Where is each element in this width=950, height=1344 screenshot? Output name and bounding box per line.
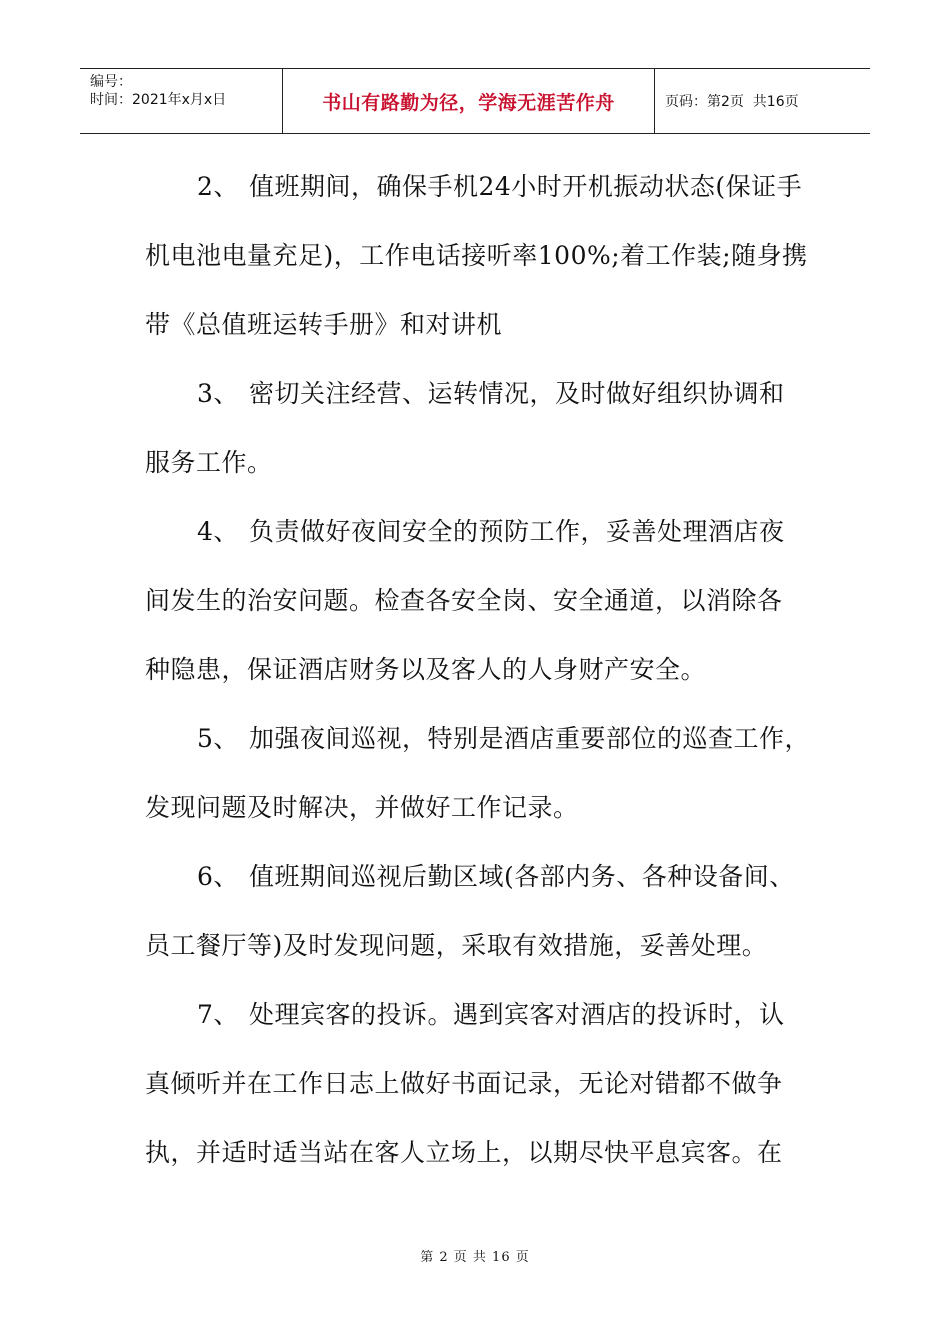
text-line bbox=[145, 773, 825, 842]
line-text: 执，并适时适当站在客人立场上，以期尽快平息宾客。在 bbox=[145, 1138, 783, 1167]
line-text: 负责做好夜间安全的预防工作，妥善处理酒店夜 bbox=[249, 517, 785, 546]
text-line bbox=[145, 1118, 825, 1187]
line-text: 机电池电量充足)，工作电话接听率100%;着工作装;随身携 bbox=[145, 241, 808, 270]
text-line bbox=[145, 1049, 825, 1118]
page-footer: 第 2 页 共 16 页 bbox=[420, 1250, 530, 1265]
line-text: 种隐患，保证酒店财务以及客人的人身财产安全。 bbox=[145, 655, 707, 684]
text-line bbox=[145, 704, 825, 773]
item-number: 3、 bbox=[197, 379, 239, 408]
item-number: 7、 bbox=[197, 1000, 239, 1029]
item-number: 2、 bbox=[197, 172, 239, 201]
line-text: 值班期间巡视后勤区域(各部内务、各种设备间、 bbox=[249, 862, 795, 891]
text-line bbox=[145, 635, 825, 704]
text-line bbox=[145, 566, 825, 635]
text-line bbox=[145, 980, 825, 1049]
header-motto: 书山有路勤为径，学海无涯苦作舟 bbox=[283, 69, 655, 133]
line-text: 服务工作。 bbox=[145, 448, 273, 477]
text-line bbox=[145, 359, 825, 428]
text-line bbox=[145, 911, 825, 980]
line-text: 员工餐厅等)及时发现问题，采取有效措施，妥善处理。 bbox=[145, 931, 768, 960]
item-number: 4、 bbox=[197, 517, 239, 546]
line-text: 值班期间，确保手机24小时开机振动状态(保证手 bbox=[249, 172, 803, 201]
text-line bbox=[145, 290, 825, 359]
document-body bbox=[145, 152, 825, 1187]
line-text: 带《总值班运转手册》和对讲机 bbox=[145, 310, 503, 339]
line-text: 加强夜间巡视，特别是酒店重要部位的巡查工作， bbox=[249, 724, 811, 753]
header-meta bbox=[80, 69, 283, 133]
item-number: 5、 bbox=[197, 724, 239, 753]
time-label: 时间：2021年x月x日 bbox=[90, 92, 227, 108]
text-line bbox=[145, 428, 825, 497]
text-line bbox=[145, 152, 825, 221]
page-header bbox=[80, 68, 870, 134]
header-page-info: 页码：第2页 共16页 bbox=[665, 94, 799, 110]
line-text: 密切关注经营、运转情况，及时做好组织协调和 bbox=[249, 379, 785, 408]
line-text: 发现问题及时解决，并做好工作记录。 bbox=[145, 793, 579, 822]
text-line bbox=[145, 842, 825, 911]
line-text: 处理宾客的投诉。遇到宾客对酒店的投诉时，认 bbox=[249, 1000, 785, 1029]
line-text: 间发生的治安问题。检查各安全岗、安全通道，以消除各 bbox=[145, 586, 783, 615]
text-line bbox=[145, 497, 825, 566]
text-line bbox=[145, 221, 825, 290]
item-number: 6、 bbox=[197, 862, 239, 891]
code-label: 编号： bbox=[90, 74, 132, 90]
line-text: 真倾听并在工作日志上做好书面记录，无论对错都不做争 bbox=[145, 1069, 783, 1098]
